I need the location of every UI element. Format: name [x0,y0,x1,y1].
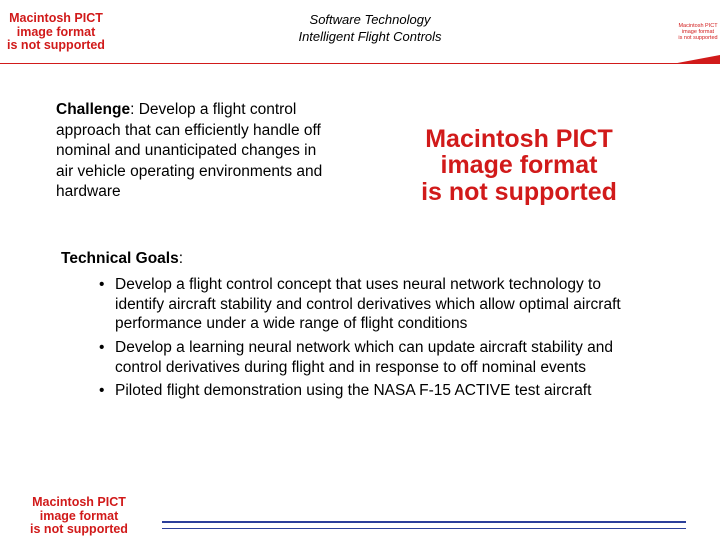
list-item [99,338,634,377]
placeholder-line: Macintosh PICT [9,11,103,25]
bullet-icon: • [99,382,105,400]
challenge-paragraph [56,100,332,203]
list-item-text: Develop a learning neural network which can update aircraft stability and control derivatives during flight and in response to off nominal events [115,339,614,376]
placeholder-line: Macintosh PICT [32,495,126,509]
list-item-text: Piloted flight demonstration using the NASA F-15 ACTIVE test aircraft [115,382,592,400]
placeholder-line: is not supported [30,522,128,536]
challenge-label: Challenge [56,101,131,118]
bullet-icon: • [99,276,105,293]
placeholder-line: is not supported [7,38,105,52]
unsupported-image-placeholder-top-right [676,24,720,42]
placeholder-line: is not supported [678,34,718,41]
challenge-separator: : [130,101,135,118]
placeholder-line: image format [440,151,598,180]
placeholder-line: is not supported [421,177,617,206]
bullet-icon: • [99,339,105,357]
list-item-text: Develop a flight control concept that uses neural network technology to identify aircraft stability and control derivatives which allow optimal aircraft performance under a wide range of flight conditions [115,276,621,333]
placeholder-line: Macintosh PICT [425,125,613,153]
header-section-title: Software Technology [309,12,431,27]
placeholder-line: image format [39,508,119,523]
header-slide-title: Intelligent Flight Controls [298,29,442,44]
header-accent-wedge [672,55,720,64]
list-item [99,381,634,401]
footer-divider [162,521,686,529]
technical-goals-separator: : [178,250,184,267]
placeholder-line: Macintosh PICT [678,23,718,29]
unsupported-image-placeholder-center [390,126,648,205]
technical-goals-label: Technical Goals [61,250,179,267]
list-item [99,275,634,334]
challenge-text: Develop a flight control approach that can efficiently handle off nominal and unanticipated changes in air vehicle operating environments and hardware [56,101,323,201]
technical-goals-heading [61,249,183,269]
technical-goals-list [99,275,634,405]
placeholder-line: image format [16,24,96,39]
header-divider [0,63,720,64]
placeholder-line: image format [681,28,715,35]
unsupported-image-placeholder-bottom-left [4,496,154,537]
